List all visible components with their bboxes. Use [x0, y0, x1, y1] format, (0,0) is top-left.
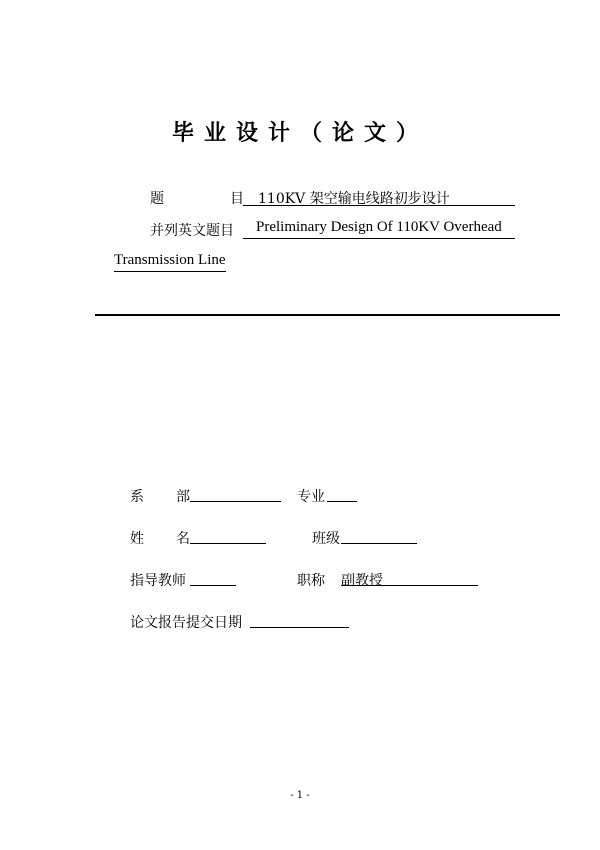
department-label-2: 部 — [176, 489, 190, 505]
submission-date-field[interactable] — [250, 627, 349, 628]
major-label: 专业 — [297, 489, 325, 505]
name-field[interactable] — [190, 543, 266, 544]
english-title-label: 并列英文题目 — [150, 223, 234, 239]
class-label: 班级 — [312, 531, 340, 547]
department-field[interactable] — [190, 501, 281, 502]
professional-title-field[interactable] — [341, 585, 478, 586]
department-label-1: 系 — [130, 489, 144, 505]
professional-title-value: 副教授 — [341, 573, 383, 589]
advisor-field[interactable] — [190, 585, 236, 586]
subject-value: 110KV 架空输电线路初步设计 — [258, 191, 450, 207]
subject-label-2: 目 — [230, 191, 244, 207]
english-title-underline-2 — [114, 271, 226, 272]
submission-date-label: 论文报告提交日期 — [130, 615, 242, 631]
subject-underline — [243, 205, 515, 206]
separator-line — [95, 314, 560, 316]
name-label-2: 名 — [176, 531, 190, 547]
english-title-underline-1 — [243, 238, 515, 239]
major-field[interactable] — [327, 501, 357, 502]
advisor-label: 指导教师 — [130, 573, 186, 589]
subject-label-1: 题 — [150, 191, 164, 207]
document-title: 毕业设计（论文） — [171, 121, 428, 146]
english-title-value-1: Preliminary Design Of 110KV Overhead — [256, 219, 502, 235]
name-label-1: 姓 — [130, 531, 144, 547]
english-title-value-2: Transmission Line — [114, 252, 226, 268]
professional-title-label: 职称 — [297, 573, 325, 589]
page-number: - 1 - — [290, 790, 310, 801]
class-field[interactable] — [341, 543, 417, 544]
